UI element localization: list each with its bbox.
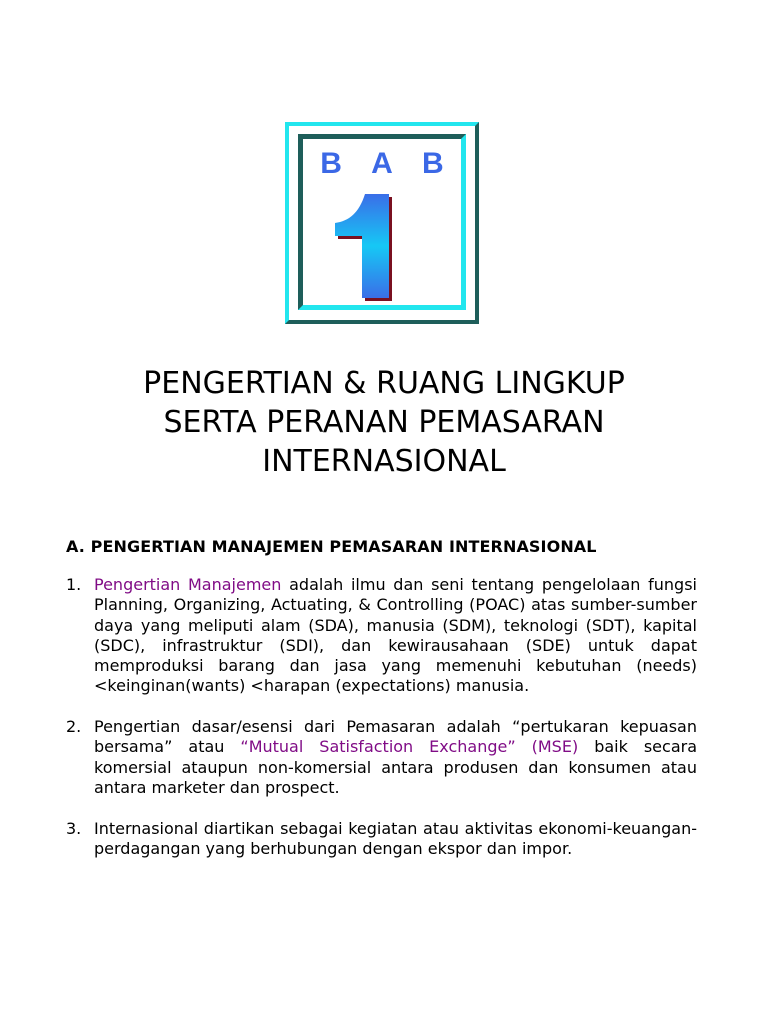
list-number: 3. (66, 818, 82, 838)
definition-list (66, 575, 697, 879)
list-text: baik secara komersial ataupun non-komersial antara produsen dan konsumen atau antara marketer dan prospect. (94, 737, 698, 797)
list-item (66, 819, 697, 860)
title-line-1: PENGERTIAN & RUANG LINGKUP (143, 366, 625, 401)
section-heading: A. PENGERTIAN MANAJEMEN PEMASARAN INTERNASIONAL (66, 537, 597, 556)
title-line-3: INTERNASIONAL (262, 444, 506, 479)
list-item (66, 575, 697, 697)
title-line-2: SERTA PERANAN PEMASARAN (163, 405, 605, 440)
highlighted-term: “Mutual Satisfaction Exchange” (MSE) (240, 737, 579, 757)
chapter-badge-inner-frame (298, 134, 466, 310)
list-item (66, 717, 697, 798)
list-text: Internasional diartikan sebagai kegiatan atau aktivitas ekonomi-keuangan-perdagangan yang berhubungan dengan ekspor dan impor. (94, 818, 697, 858)
list-text: Pengertian dasar/esensi dari Pemasaran adalah “pertukaran kepuasan bersama” atau (94, 717, 697, 757)
highlighted-term: Pengertian Manajemen (94, 575, 282, 594)
list-text: adalah ilmu dan seni tentang pengelolaan fungsi Planning, Organizing, Actuating, & Controlling (POAC) atas sumber-sumber daya yang meliputi alam (SDA), manusia (SDM), teknologi (SDT), kapital (SDC), infrastruktur (SDI), dan kewirausahaan (SDE) untuk dapat memproduksi barang dan jasa yang memenuhi kebutuhan (needs)<keinginan(wants) <harapan (expectations) manusia. (94, 575, 697, 696)
document-title (60, 364, 708, 481)
list-number: 2. (66, 717, 82, 737)
list-number: 1. (66, 575, 82, 594)
chapter-badge-frame (285, 122, 479, 324)
chapter-number-graphic (334, 194, 398, 304)
chapter-label: B A B (320, 147, 455, 180)
